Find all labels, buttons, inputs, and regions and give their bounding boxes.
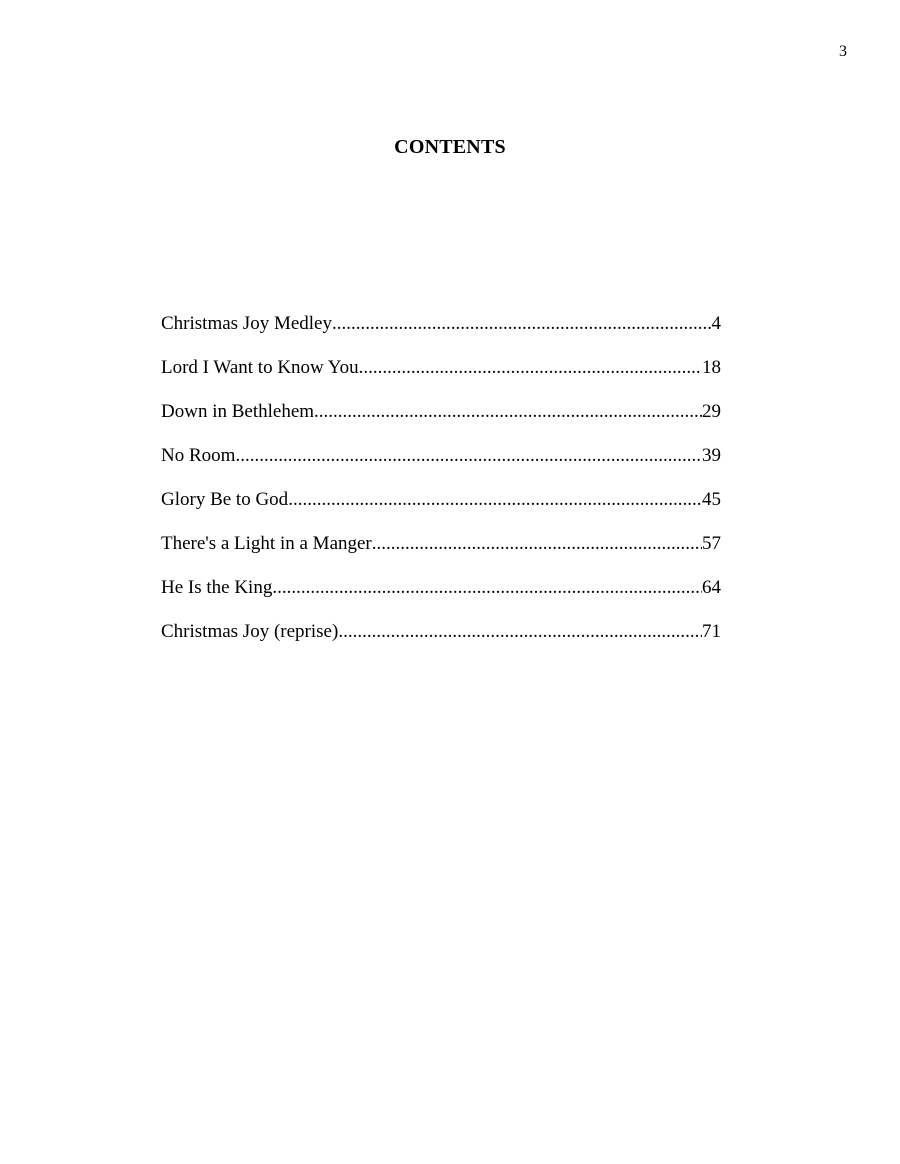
toc-entry-christmas-joy-medley [161,311,721,355]
toc-dot-leader [332,311,712,337]
toc-dot-leader [359,355,702,381]
toc-entry-he-is-the-king [161,575,721,619]
table-of-contents [161,311,721,663]
toc-entry-lord-i-want-to-know-you [161,355,721,399]
toc-dot-leader [314,399,702,425]
toc-entry-theres-a-light-in-a-manger [161,531,721,575]
toc-entry-no-room [161,443,721,487]
toc-entry-title: No Room [161,445,236,466]
toc-entry-christmas-joy-reprise [161,619,721,663]
toc-dot-leader [288,487,702,513]
page-number: 3 [839,43,847,60]
toc-entry-title: He Is the King [161,577,273,598]
toc-entry-page: 18 [702,357,721,378]
toc-entry-page: 45 [702,489,721,510]
toc-entry-title: There's a Light in a Manger [161,533,372,554]
toc-entry-down-in-bethlehem [161,399,721,443]
toc-entry-page: 4 [711,313,721,334]
toc-entry-title: Lord I Want to Know You [161,357,359,378]
toc-entry-glory-be-to-god [161,487,721,531]
toc-dot-leader [372,531,702,557]
contents-heading: CONTENTS [394,136,506,158]
toc-dot-leader [235,443,702,469]
toc-dot-leader [272,575,702,601]
toc-entry-page: 39 [702,445,721,466]
toc-entry-page: 64 [702,577,721,598]
toc-dot-leader [338,619,702,645]
toc-entry-page: 57 [702,533,721,554]
toc-entry-page: 71 [702,621,721,642]
toc-entry-title: Christmas Joy Medley [161,313,332,334]
toc-entry-title: Christmas Joy (reprise) [161,621,339,642]
toc-entry-title: Glory Be to God [161,489,289,510]
toc-entry-title: Down in Bethlehem [161,401,315,422]
toc-entry-page: 29 [702,401,721,422]
